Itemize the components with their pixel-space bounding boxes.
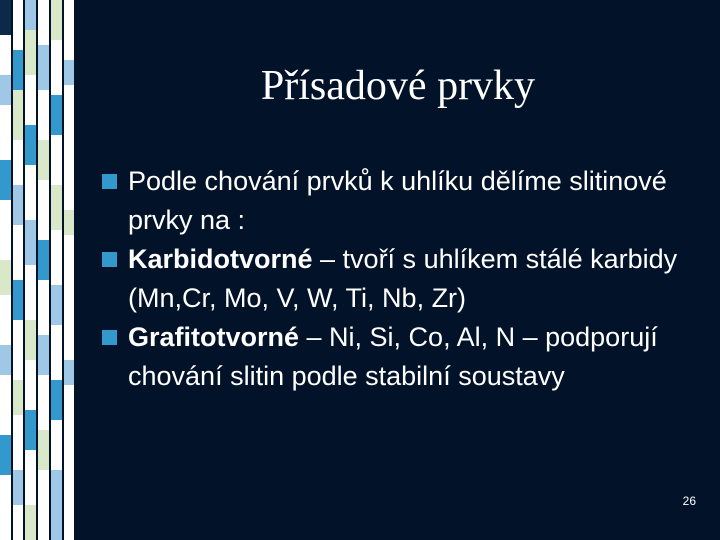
stripe-block [25, 75, 36, 125]
slide-title: Přísadové prvky [260, 63, 536, 109]
stripe-block [51, 325, 62, 380]
square-bullet-icon [102, 330, 117, 345]
stripe-block [38, 240, 49, 280]
stripe-block [0, 375, 11, 435]
stripe-block [25, 265, 36, 320]
bullet-text: – tvoří s uhlíkem stálé karbidy (Mn,Cr, Mo, V, W, Ti, Nb, Zr) [128, 244, 678, 313]
bullet-list [100, 162, 700, 396]
stripe-block [25, 0, 36, 30]
stripe-block [0, 35, 11, 75]
stripe-block [13, 280, 23, 320]
stripe-block [0, 0, 11, 35]
stripe-block [0, 75, 11, 105]
stripe-block [13, 90, 23, 140]
stripe-block [38, 470, 49, 540]
stripe-block [13, 320, 23, 380]
stripe-block [51, 285, 62, 325]
stripe-block [25, 360, 36, 410]
stripe-block [38, 90, 49, 140]
stripe-block [38, 0, 49, 45]
stripe-block [0, 105, 11, 160]
bullet-text: – Ni, Si, Co, Al, N – podporují chování slitin podle stabilní soustavy [128, 322, 658, 391]
stripe-block [13, 505, 23, 540]
bullet-text: Podle chování prvků k uhlíku dělíme slitinové prvky na : [128, 166, 667, 235]
bullet-term: Grafitotvorné [128, 322, 300, 352]
page-number: 26 [682, 494, 696, 508]
stripe-block [13, 0, 23, 50]
stripe-block [25, 410, 36, 450]
list-item [100, 318, 700, 396]
stripe-block [51, 95, 62, 135]
stripe-block [0, 435, 11, 475]
stripe-block [0, 260, 11, 295]
stripe-block [13, 140, 23, 185]
stripe-block [25, 30, 36, 75]
stripe-block [0, 160, 11, 200]
stripe-block [0, 200, 11, 260]
stripe-block [25, 165, 36, 220]
stripe-block [51, 40, 62, 95]
square-bullet-icon [102, 252, 117, 267]
stripe-block [64, 360, 74, 385]
square-bullet-icon [102, 174, 117, 189]
stripe-block [38, 430, 49, 470]
stripe-block [0, 295, 11, 345]
stripe-block [13, 470, 23, 505]
stripe-block [38, 375, 49, 430]
stripe-block [13, 225, 23, 280]
stripe-block [25, 320, 36, 360]
stripe-block [64, 210, 74, 235]
stripe-block [0, 345, 11, 375]
stripe-block [51, 470, 62, 540]
stripe-block [51, 185, 62, 230]
stripe-block [38, 140, 49, 180]
stripe-block [13, 380, 23, 415]
stripe-block [13, 415, 23, 470]
stripe-block [38, 180, 49, 240]
bullet-term: Karbidotvorné [128, 244, 313, 274]
stripe-block [51, 420, 62, 470]
stripe-block [25, 220, 36, 265]
decorative-stripe-panel [0, 0, 83, 540]
stripe-block [13, 185, 23, 225]
stripe-block [13, 50, 23, 90]
list-item [100, 162, 700, 240]
stripe-block [25, 125, 36, 165]
stripe-block [38, 45, 49, 90]
stripe-block [64, 60, 74, 85]
stripe-block [51, 135, 62, 185]
stripe-block [38, 335, 49, 375]
list-item [100, 240, 700, 318]
stripe-block [25, 450, 36, 505]
stripe-block [25, 505, 36, 540]
stripe-block [51, 0, 62, 40]
stripe-block [51, 380, 62, 420]
stripe-block [38, 280, 49, 335]
stripe-block [51, 230, 62, 285]
stripe-block [0, 475, 11, 540]
